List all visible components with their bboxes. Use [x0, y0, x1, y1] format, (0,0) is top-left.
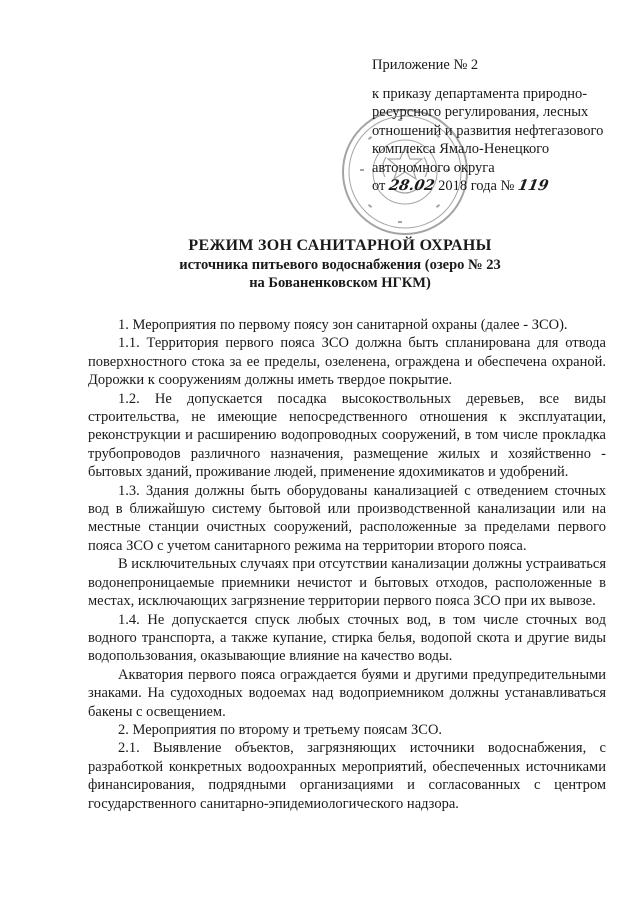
paragraph-1-3: 1.3. Здания должны быть оборудованы канализацией с отведением сточных вод в ближайшую систему бытовой или производственной канализации или на местные станции очистных сооружений, расположенные за пределами первого пояса ЗСО с учетом санитарного режима на территории второго пояса. — [88, 482, 606, 554]
annex-body-text: к приказу департамента природно-ресурсного регулирования, лесных отношений и развития нефтегазового комплекса Ямало-Ненецкого автономного округа — [372, 85, 604, 176]
paragraph-1-4: 1.4. Не допускается спуск любых сточных вод, в том числе сточных вод водного транспорта, а также купание, стирка белья, водопой скота и другие виды водопользования, оказывающие влияние на качество воды. — [88, 611, 606, 665]
document-title: РЕЖИМ ЗОН САНИТАРНОЙ ОХРАНЫ — [188, 237, 492, 254]
paragraph-1-1: 1.1. Территория первого пояса ЗСО должна быть спланирована для отвода поверхностного стока за ее пределы, озеленена, ограждена и обеспечена охраной. Дорожки к сооружениям должны иметь твердое покрытие. — [88, 335, 606, 389]
handwritten-date: 28.02 — [387, 177, 437, 194]
annex-date-line — [372, 178, 548, 194]
document-title-block — [140, 236, 540, 292]
paragraph-1-3-exception: В исключительных случаях при отсутствии канализации должны устраиваться водонепроницаемые приемники нечистот и бытовых отходов, расположенные в местах, исключающих загрязнение территории первого пояса ЗСО при их вывозе. — [88, 556, 606, 610]
paragraph-1-2: 1.2. Не допускается посадка высокоствольных деревьев, все виды строительства, не имеющие непосредственного отношения к эксплуатации, реконструкции и расширению водопроводных сооружений, в том числе прокладка трубопроводов различного назначения, размещение жилых и хозяйственно - бытовых зданий, проживание людей, применение ядохимикатов и удобрений. — [88, 390, 606, 481]
document-subtitle-line-2: на Бованенковском НГКМ) — [249, 275, 431, 291]
paragraph-1-4-water-area: Акватория первого пояса ограждается буями и другими предупредительными знаками. На судоходных водоемах над водоприемником должны устанавливаться бакены с освещением. — [88, 666, 606, 720]
date-prefix: от — [372, 178, 386, 194]
paragraph-section-2: 2. Мероприятия по второму и третьему поясам ЗСО. — [118, 721, 443, 738]
document-body — [88, 316, 606, 813]
handwritten-number: 119 — [516, 177, 550, 194]
annex-title: Приложение № 2 — [372, 57, 479, 73]
annex-description — [372, 85, 622, 196]
paragraph-2-1: 2.1. Выявление объектов, загрязняющих источники водоснабжения, с разработкой конкретных водоохранных мероприятий, обеспеченных источниками финансирования, подрядными организациями и согласованных с центром государственного санитарно-эпидемиологического надзора. — [88, 740, 606, 812]
document-subtitle-line-1: источника питьевого водоснабжения (озеро № 23 — [179, 257, 501, 273]
year-text: 2018 года № — [438, 178, 515, 194]
annex-header — [372, 56, 622, 196]
paragraph-section-1: 1. Мероприятия по первому поясу зон санитарной охраны (далее - ЗСО). — [118, 317, 568, 333]
